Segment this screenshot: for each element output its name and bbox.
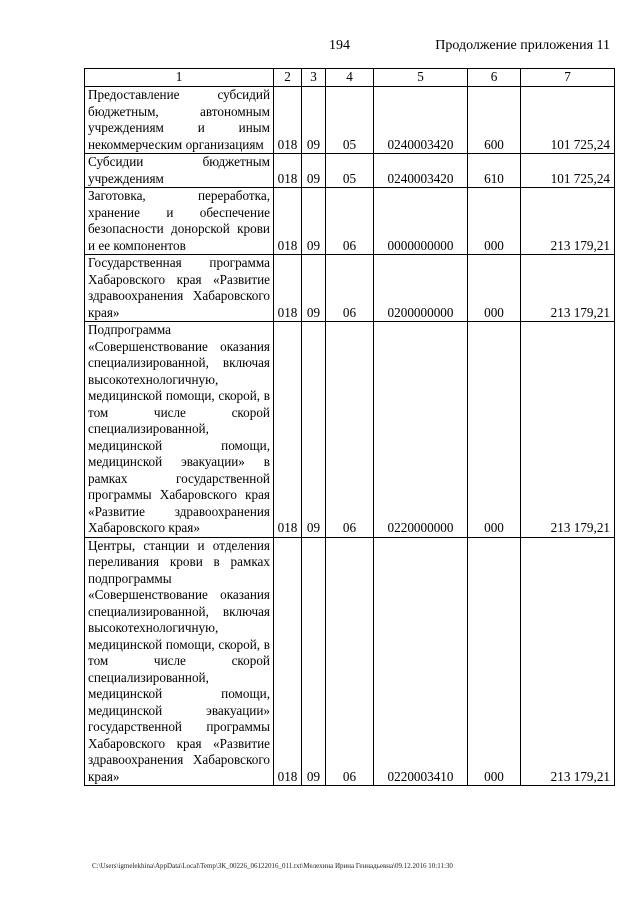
cell-col6: 000: [468, 322, 521, 538]
row-name: Центры, станции и отделения переливания крови в рамках подпрограммы «Совершенствование оказания специализированной, включая высокотехнологичную, медицинской помощи, скорой, в том числе скорой специализированной, медицинской помощи, медицинской эвакуации» государственной программы Хабаровского края «Развитие здравоохранения Хабаровского края»: [85, 537, 274, 786]
cell-col2: 018: [274, 537, 302, 786]
cell-col3: 09: [302, 188, 326, 255]
table-row: [85, 322, 615, 538]
cell-col5: 0220003410: [374, 537, 468, 786]
table-header-row: [85, 69, 615, 87]
cell-col5: 0240003420: [374, 154, 468, 188]
cell-col4: 05: [326, 87, 374, 154]
cell-col6: 610: [468, 154, 521, 188]
cell-col5: 0200000000: [374, 255, 468, 322]
cell-col3: 09: [302, 255, 326, 322]
file-path-footer: C:\Users\igmelekhina\AppData\Local\Temp\ЗК_00226_06122016_011.txt\Мелехина Ирина Геннадьевна\09.12.2016 10:11:30: [92, 862, 453, 870]
column-header: 7: [521, 69, 615, 87]
cell-col2: 018: [274, 255, 302, 322]
cell-col7: 213 179,21: [521, 188, 615, 255]
column-header: 5: [374, 69, 468, 87]
table-row: [85, 154, 615, 188]
cell-col3: 09: [302, 537, 326, 786]
continuation-title: Продолжение приложения 11: [435, 38, 610, 53]
table-row: [85, 87, 615, 154]
row-name: Предоставление субсидий бюджетным, автономным учреждениям и иным некоммерческим организациям: [85, 87, 274, 154]
cell-col2: 018: [274, 322, 302, 538]
column-header: 3: [302, 69, 326, 87]
cell-col2: 018: [274, 87, 302, 154]
cell-col6: 600: [468, 87, 521, 154]
budget-table: [84, 68, 615, 786]
row-name: Субсидии бюджетным учреждениям: [85, 154, 274, 188]
column-header: 2: [274, 69, 302, 87]
row-name: Подпрограмма «Совершенствование оказания специализированной, включая высокотехнологичную, медицинской помощи, скорой, в том числе скорой специализированной, медицинской помощи, медицинской эвакуации» в рамках государственной программы Хабаровского края «Развитие здравоохранения Хабаровского края»: [85, 322, 274, 538]
cell-col7: 101 725,24: [521, 87, 615, 154]
column-header: 1: [85, 69, 274, 87]
cell-col5: 0220000000: [374, 322, 468, 538]
cell-col6: 000: [468, 255, 521, 322]
cell-col4: 06: [326, 255, 374, 322]
cell-col2: 018: [274, 154, 302, 188]
row-name: Государственная программа Хабаровского края «Развитие здравоохранения Хабаровского края»: [85, 255, 274, 322]
cell-col7: 213 179,21: [521, 537, 615, 786]
cell-col5: 0240003420: [374, 87, 468, 154]
cell-col7: 213 179,21: [521, 322, 615, 538]
cell-col3: 09: [302, 87, 326, 154]
cell-col2: 018: [274, 188, 302, 255]
cell-col4: 05: [326, 154, 374, 188]
table-row: [85, 537, 615, 786]
cell-col7: 213 179,21: [521, 255, 615, 322]
table-row: [85, 188, 615, 255]
cell-col6: 000: [468, 537, 521, 786]
cell-col6: 000: [468, 188, 521, 255]
cell-col4: 06: [326, 322, 374, 538]
cell-col3: 09: [302, 322, 326, 538]
cell-col4: 06: [326, 188, 374, 255]
cell-col4: 06: [326, 537, 374, 786]
cell-col7: 101 725,24: [521, 154, 615, 188]
cell-col3: 09: [302, 154, 326, 188]
page-number: 194: [329, 38, 350, 53]
column-header: 4: [326, 69, 374, 87]
row-name: Заготовка, переработка, хранение и обеспечение безопасности донорской крови и ее компонентов: [85, 188, 274, 255]
table-row: [85, 255, 615, 322]
cell-col5: 0000000000: [374, 188, 468, 255]
column-header: 6: [468, 69, 521, 87]
